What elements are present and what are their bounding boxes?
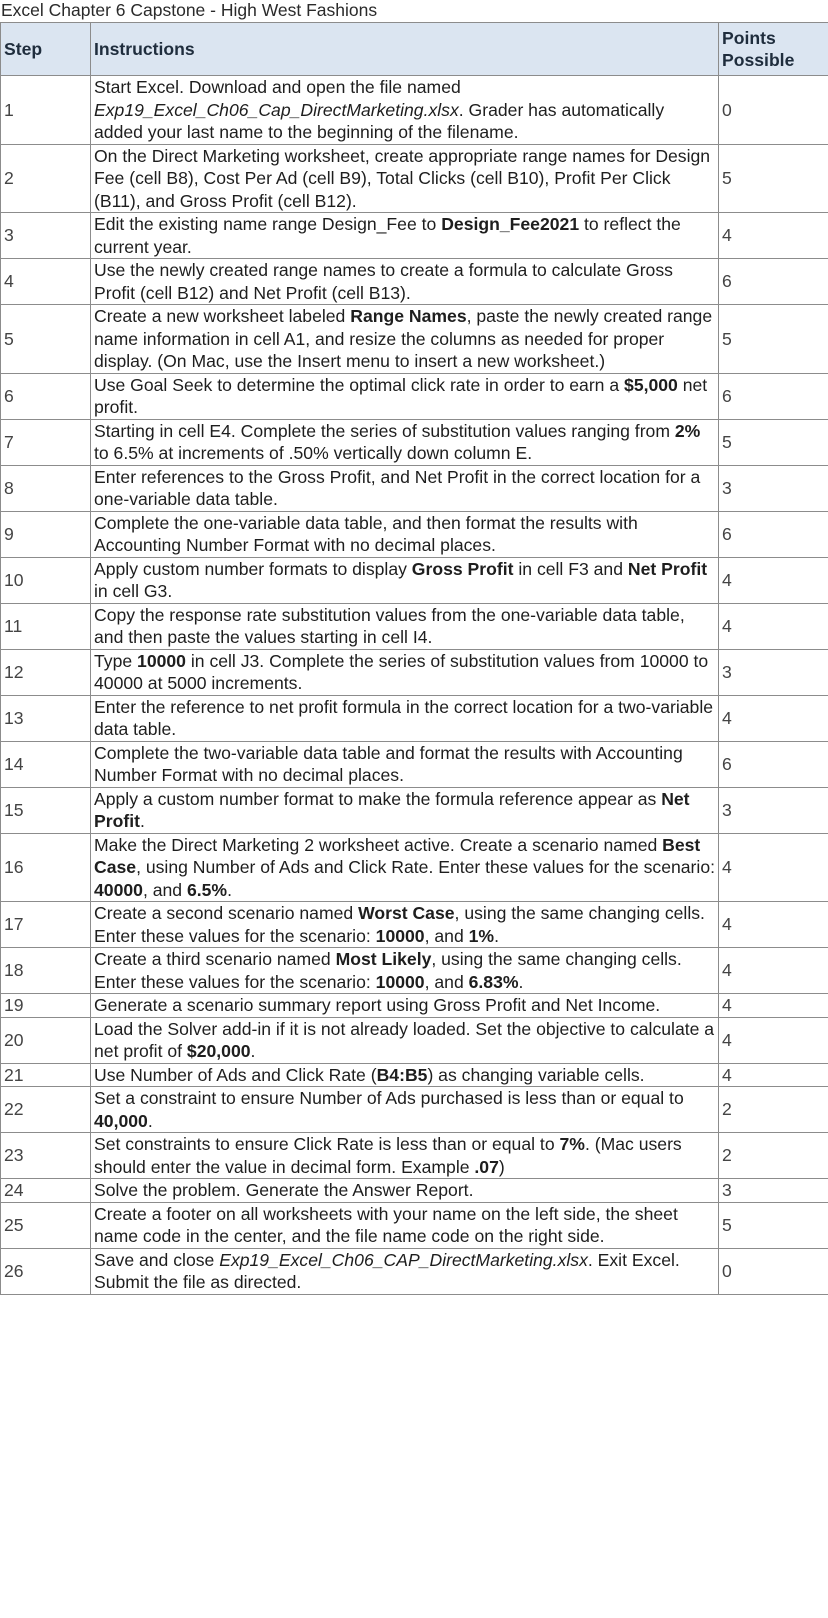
step-number: 17: [1, 902, 91, 948]
bold-text: 6.83%: [468, 971, 519, 992]
instruction-text: [91, 948, 719, 994]
points-value: 2: [719, 1087, 828, 1133]
bold-text: Net Profit: [627, 558, 708, 579]
points-value: 4: [719, 557, 828, 603]
points-value: 0: [719, 1248, 828, 1294]
step-number: 16: [1, 833, 91, 902]
table-row: [1, 833, 828, 902]
step-number: 11: [1, 603, 91, 649]
italic-text: Exp19_Excel_Ch06_Cap_DirectMarketing.xlsx: [94, 99, 459, 120]
instruction-text: [91, 419, 719, 465]
instruction-fragment: , using the same changing cells. Enter these values for the scenario:: [94, 903, 705, 946]
points-value: 3: [719, 1179, 828, 1203]
points-value: 5: [719, 419, 828, 465]
bold-text: $5,000: [624, 374, 678, 395]
instruction-fragment: Save and close: [94, 1249, 220, 1270]
instruction-text: [91, 1202, 719, 1248]
points-value: 5: [719, 1202, 828, 1248]
instruction-text: [91, 1179, 719, 1203]
points-value: 5: [719, 305, 828, 374]
instruction-text: [91, 1063, 719, 1087]
instruction-fragment: ): [498, 1156, 505, 1177]
instruction-fragment: Copy the response rate substitution values from the one-variable data table, and then paste the values starting in cell I4.: [94, 604, 685, 647]
points-value: 0: [719, 76, 828, 145]
instruction-text: [91, 695, 719, 741]
instruction-text: [91, 787, 719, 833]
points-value: 6: [719, 511, 828, 557]
table-row: [1, 948, 828, 994]
step-number: 6: [1, 373, 91, 419]
step-number: 19: [1, 994, 91, 1018]
instruction-text: [91, 213, 719, 259]
table-row: [1, 305, 828, 374]
step-number: 12: [1, 649, 91, 695]
points-value: 3: [719, 787, 828, 833]
instruction-text: [91, 511, 719, 557]
instruction-fragment: Set a constraint to ensure Number of Ads purchased is less than or equal to: [94, 1088, 684, 1108]
instruction-fragment: On the Direct Marketing worksheet, create appropriate range names for Design Fee (cell B8), Cost Per Ad (cell B9), Total Clicks (cell B10), Profit Per Click (B11), and Gross Profit (cell B12).: [94, 145, 711, 211]
instruction-fragment: Use Goal Seek to determine the optimal click rate in order to earn a: [94, 374, 625, 395]
instruction-text: [91, 465, 719, 511]
instruction-fragment: Use Number of Ads and Click Rate (: [94, 1064, 377, 1085]
instruction-fragment: Complete the one-variable data table, and then format the results with Accounting Number Format with no decimal places.: [94, 512, 638, 555]
instruction-fragment: to reflect the current year.: [94, 214, 681, 257]
step-number: 14: [1, 741, 91, 787]
instruction-fragment: Complete the two-variable data table and format the results with Accounting Number Format with no decimal places.: [94, 742, 683, 785]
table-row: [1, 649, 828, 695]
step-number: 4: [1, 259, 91, 305]
points-value: 3: [719, 649, 828, 695]
bold-text: 40,000: [94, 1110, 148, 1131]
instruction-fragment: . Grader has automatically added your last name to the beginning of the filename.: [94, 99, 665, 142]
table-row: [1, 1248, 828, 1294]
instruction-text: [91, 305, 719, 374]
instruction-fragment: Create a new worksheet labeled: [94, 306, 351, 326]
table-row: [1, 695, 828, 741]
step-number: 26: [1, 1248, 91, 1294]
instruction-fragment: Create a second scenario named: [94, 903, 359, 923]
instruction-text: [91, 649, 719, 695]
table-row: [1, 1063, 828, 1087]
table-row: [1, 557, 828, 603]
instruction-text: [91, 833, 719, 902]
table-row: [1, 1179, 828, 1203]
step-number: 8: [1, 465, 91, 511]
points-value: 4: [719, 603, 828, 649]
table-row: [1, 144, 828, 213]
instruction-text: [91, 76, 719, 145]
step-number: 3: [1, 213, 91, 259]
bold-text: 10000: [137, 650, 186, 671]
instruction-fragment: Create a third scenario named: [94, 949, 336, 969]
step-number: 5: [1, 305, 91, 374]
instruction-text: [91, 259, 719, 305]
bold-text: .07: [474, 1156, 499, 1177]
points-value: 4: [719, 948, 828, 994]
points-value: 6: [719, 259, 828, 305]
bold-text: 10000: [375, 971, 425, 992]
table-row: [1, 76, 828, 145]
step-number: 21: [1, 1063, 91, 1087]
instruction-fragment: Make the Direct Marketing 2 worksheet active. Create a scenario named: [94, 834, 663, 855]
instruction-fragment: .: [518, 971, 524, 992]
points-value: 4: [719, 994, 828, 1018]
table-row: [1, 603, 828, 649]
points-value: 4: [719, 833, 828, 902]
instruction-fragment: , paste the newly created range name information in cell A1, and resize the columns as needed for proper display. (On Mac, use the Insert menu to insert a new worksheet.): [94, 306, 713, 371]
step-number: 7: [1, 419, 91, 465]
instruction-fragment: Use the newly created range names to create a formula to calculate Gross Profit (cell B12) and Net Profit (cell B13).: [94, 260, 673, 303]
bold-text: 6.5%: [186, 879, 228, 900]
bold-text: 1%: [468, 925, 495, 946]
instruction-fragment: , and: [142, 879, 187, 900]
bold-text: 10000: [375, 925, 425, 946]
instruction-fragment: net profit.: [94, 374, 708, 417]
points-value: 2: [719, 1133, 828, 1179]
instructions-table: [0, 22, 828, 1295]
instruction-text: [91, 994, 719, 1018]
points-value: 4: [719, 902, 828, 948]
instruction-fragment: .: [250, 1041, 256, 1061]
step-number: 2: [1, 144, 91, 213]
instruction-fragment: , using Number of Ads and Click Rate. Enter these values for the scenario:: [136, 857, 715, 877]
bold-text: 40000: [94, 879, 143, 900]
instruction-fragment: Solve the problem. Generate the Answer Report.: [94, 1180, 474, 1200]
table-row: [1, 1017, 828, 1063]
instruction-text: [91, 1248, 719, 1294]
step-number: 24: [1, 1179, 91, 1203]
table-row: [1, 213, 828, 259]
table-row: [1, 1087, 828, 1133]
instruction-text: [91, 1133, 719, 1179]
instruction-fragment: .: [139, 811, 145, 831]
points-value: 4: [719, 1017, 828, 1063]
instruction-fragment: Generate a scenario summary report using Gross Profit and Net Income.: [94, 995, 661, 1015]
table-row: [1, 511, 828, 557]
instruction-fragment: .: [494, 925, 499, 946]
instruction-fragment: Enter references to the Gross Profit, and Net Profit in the correct location for a one-variable data table.: [94, 466, 701, 509]
bold-text: Range Names: [350, 306, 467, 326]
step-number: 20: [1, 1017, 91, 1063]
bold-text: Worst Case: [358, 903, 455, 923]
table-row: [1, 787, 828, 833]
bold-text: B4:B5: [376, 1064, 428, 1085]
instruction-fragment: . (Mac users should enter the value in decimal form. Example: [94, 1134, 682, 1177]
table-row: [1, 419, 828, 465]
instruction-fragment: in cell G3.: [94, 581, 173, 601]
table-body: [1, 76, 828, 1295]
bold-text: 7%: [559, 1134, 585, 1154]
step-number: 13: [1, 695, 91, 741]
step-number: 18: [1, 948, 91, 994]
header-row: [1, 23, 828, 76]
instruction-text: [91, 603, 719, 649]
instruction-fragment: to 6.5% at increments of .50% vertically down column E.: [94, 443, 533, 463]
italic-text: Exp19_Excel_Ch06_CAP_DirectMarketing.xlsx: [219, 1249, 588, 1270]
points-value: 6: [719, 373, 828, 419]
instruction-fragment: Type: [94, 650, 138, 671]
instruction-text: [91, 557, 719, 603]
points-value: 6: [719, 741, 828, 787]
step-number: 23: [1, 1133, 91, 1179]
points-column-header: Points Possible: [719, 23, 828, 76]
instruction-fragment: .: [147, 1110, 153, 1131]
step-number: 10: [1, 557, 91, 603]
instruction-text: [91, 741, 719, 787]
instruction-fragment: in cell F3 and: [513, 558, 628, 579]
instruction-fragment: , and: [424, 971, 469, 992]
instruction-fragment: Apply custom number formats to display: [94, 558, 412, 579]
points-value: 5: [719, 144, 828, 213]
bold-text: $20,000: [186, 1041, 251, 1061]
bold-text: Gross Profit: [411, 558, 514, 579]
step-number: 15: [1, 787, 91, 833]
instruction-text: [91, 373, 719, 419]
instruction-fragment: Load the Solver add-in if it is not already loaded. Set the objective to calculate a net profit of: [94, 1018, 715, 1061]
table-row: [1, 259, 828, 305]
step-number: 22: [1, 1087, 91, 1133]
instruction-text: [91, 902, 719, 948]
table-row: [1, 373, 828, 419]
instructions-column-header: Instructions: [91, 23, 719, 76]
bold-text: 2%: [674, 420, 701, 441]
instruction-fragment: Start Excel. Download and open the file named: [94, 77, 461, 97]
instruction-text: [91, 144, 719, 213]
points-value: 4: [719, 1063, 828, 1087]
instruction-fragment: Create a footer on all worksheets with your name on the left side, the sheet name code in the center, and the file name code on the right side.: [94, 1203, 678, 1246]
bold-text: Net Profit: [94, 788, 690, 831]
step-number: 25: [1, 1202, 91, 1248]
instruction-fragment: in cell J3. Complete the series of substitution values from 10000 to 40000 at 5000 increments.: [94, 650, 709, 693]
table-row: [1, 994, 828, 1018]
instruction-text: [91, 1087, 719, 1133]
step-column-header: Step: [1, 23, 91, 76]
bold-text: Best Case: [94, 834, 701, 877]
table-row: [1, 741, 828, 787]
instruction-fragment: Enter the reference to net profit formula in the correct location for a two-variable data table.: [94, 696, 714, 739]
bold-text: Design_Fee2021: [441, 214, 580, 234]
points-value: 3: [719, 465, 828, 511]
instruction-fragment: . Exit Excel. Submit the file as directed.: [94, 1249, 680, 1292]
instruction-text: [91, 1017, 719, 1063]
instruction-fragment: .: [227, 879, 232, 900]
instruction-fragment: ) as changing variable cells.: [427, 1064, 645, 1085]
instruction-fragment: Edit the existing name range Design_Fee to: [94, 214, 442, 234]
step-number: 1: [1, 76, 91, 145]
bold-text: Most Likely: [335, 949, 432, 969]
points-value: 4: [719, 695, 828, 741]
points-value: 4: [719, 213, 828, 259]
table-row: [1, 902, 828, 948]
page-title: Excel Chapter 6 Capstone - High West Fashions: [1, 0, 378, 20]
table-row: [1, 1133, 828, 1179]
table-row: [1, 465, 828, 511]
instruction-fragment: Apply a custom number format to make the formula reference appear as: [94, 788, 662, 809]
instruction-fragment: , and: [424, 925, 469, 946]
instruction-fragment: Set constraints to ensure Click Rate is less than or equal to: [94, 1134, 560, 1154]
instruction-fragment: , using the same changing cells. Enter these values for the scenario:: [94, 949, 682, 992]
table-row: [1, 1202, 828, 1248]
step-number: 9: [1, 511, 91, 557]
instruction-fragment: Starting in cell E4. Complete the series of substitution values ranging from: [94, 420, 675, 441]
